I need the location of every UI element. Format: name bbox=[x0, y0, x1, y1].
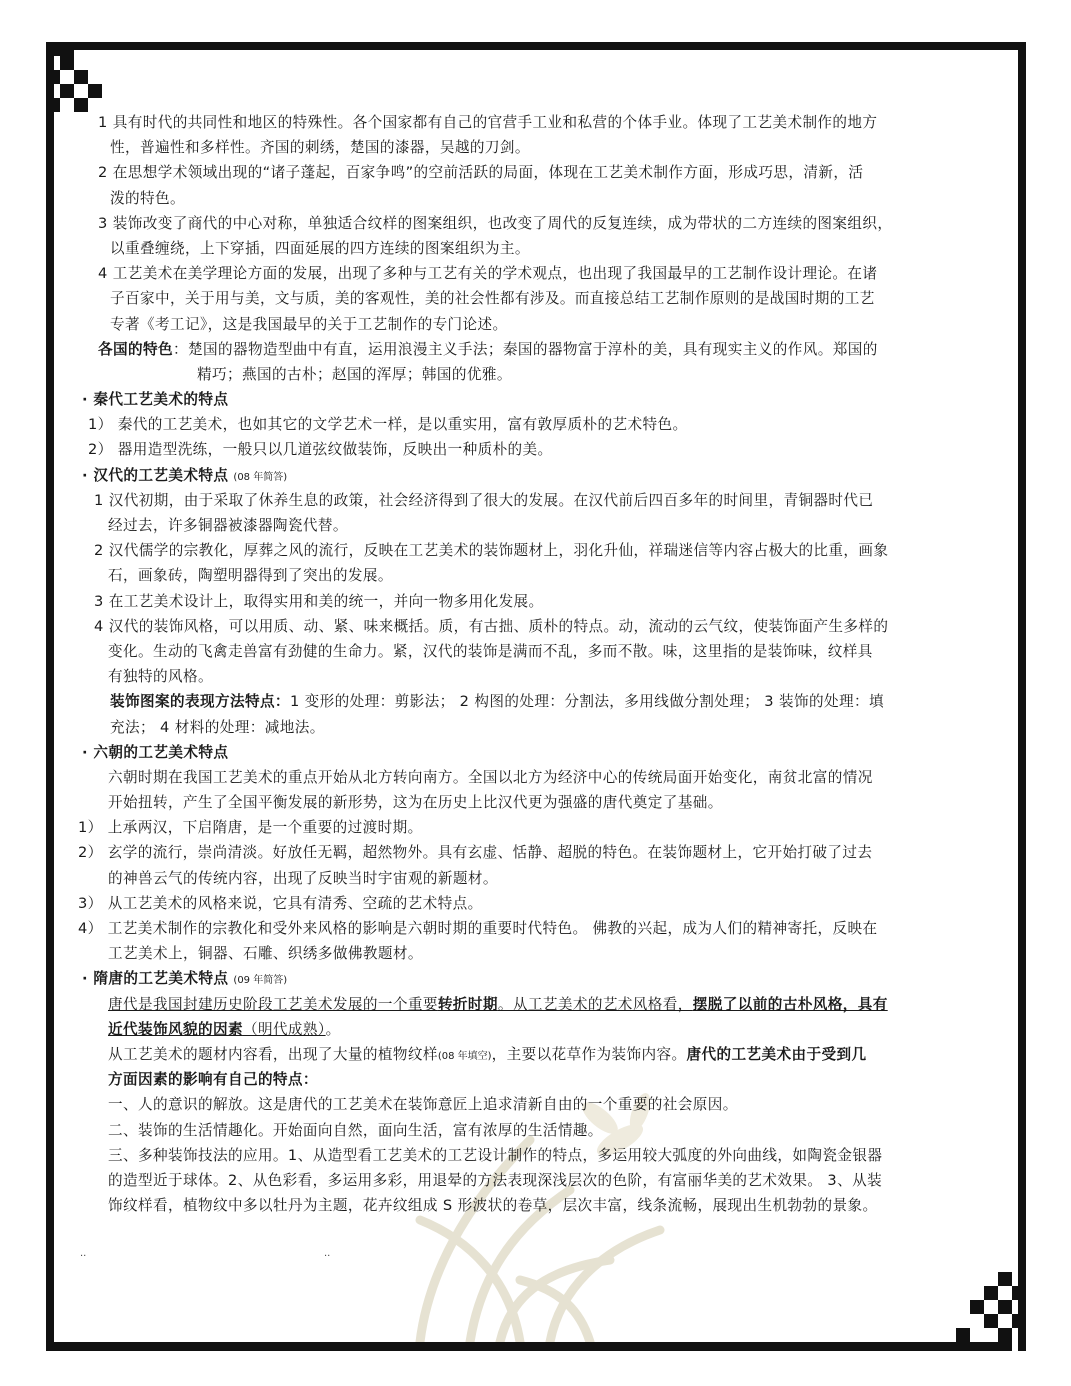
six-item-2-line-2: 的神兽云气的传统内容，出现了反映当时宇宙观的新题材。 bbox=[108, 869, 498, 887]
tang-p2-a: 从工艺美术的题材内容看，出现了大量的植物纹样 bbox=[108, 1045, 438, 1063]
countries-line-1 bbox=[78, 337, 983, 362]
han-pattern-text: 1 变形的处理：剪影法； 2 构图的处理：分割法，多用线做分割处理； 3 装饰的处理：填 bbox=[289, 693, 884, 711]
six-item-2-line-1: 2） 玄学的流行，崇尚清淡。好放任无羁，超然物外。具有玄虚、恬静、超脱的特色。在装饰题材上，它开始打破了过去 bbox=[78, 844, 873, 862]
tang-heading: · 隋唐的工艺美术特点 bbox=[82, 970, 229, 988]
tang-p1-a: 唐代是我国封建历史阶段工艺美术发展的一个重要 bbox=[108, 995, 438, 1013]
frame-right-border bbox=[1018, 42, 1026, 1351]
han-note: (08 年简答) bbox=[233, 471, 288, 483]
han-item-1-line-1: 1 汉代初期，由于采取了休养生息的政策，社会经济得到了很大的发展。在汉代前后四百多年的时间里，青铜器时代已 bbox=[94, 491, 874, 509]
six-item-3: 3） 从工艺美术的风格来说，它具有清秀、空疏的艺术特点。 bbox=[78, 894, 483, 912]
intro-item-2-line-2: 泼的特色。 bbox=[110, 189, 185, 207]
six-item-4-line-1: 4） 工艺美术制作的宗教化和受外来风格的影响是六朝时期的重要时代特色。 佛教的兴起，成为人们的精神寄托，反映在 bbox=[78, 920, 878, 937]
six-intro-line-1: 六朝时期在我国工艺美术的重点开始从北方转向南方。全国以北方为经济中心的传统局面开始变化，南贫北富的情况 bbox=[108, 768, 873, 786]
tang-p1-f: （明代成熟） bbox=[242, 1020, 326, 1038]
tang-p2-b: ，主要以花草作为装饰内容。 bbox=[491, 1045, 687, 1063]
tang-p1-b: 转折时期 bbox=[437, 995, 498, 1013]
tang-para-1-line-1 bbox=[78, 992, 983, 1017]
intro-item-4-line-1: 4 工艺美术在美学理论方面的发展，出现了多种与工艺有关的学术观点，也出现了我国最早的工艺制作设计理论。在诸 bbox=[98, 265, 878, 283]
tang-point-3-line-1: 三、多种装饰技法的应用。1、从造型看工艺美术的工艺设计制作的特点，多运用较大弧度的外向曲线，如陶瓷金银器 bbox=[108, 1146, 883, 1164]
han-item-4-line-2: 变化。生动的飞禽走兽富有劲健的生命力。紧，汉代的装饰是满而不乱，多而不散。味，这里指的是装饰味，纹样具 bbox=[108, 642, 873, 660]
han-heading: · 汉代的工艺美术特点 bbox=[82, 466, 229, 484]
han-item-2-line-1: 2 汉代儒学的宗教化，厚葬之风的流行，反映在工艺美术的装饰题材上，羽化升仙，祥瑞迷信等内容占极大的比重，画象 bbox=[94, 542, 889, 560]
countries-line-2: 精巧；燕国的古朴；赵国的浑厚；韩国的优雅。 bbox=[197, 365, 512, 383]
tang-p1-d: 摆脱了以前的古朴风格，具有 bbox=[692, 995, 888, 1013]
footer-dots-left: .. bbox=[80, 1248, 87, 1259]
han-pattern-label: 装饰图案的表现方法特点： bbox=[110, 693, 290, 711]
tang-heading-line bbox=[78, 966, 983, 991]
tang-p2-note: (08 年填空) bbox=[437, 1050, 492, 1062]
han-item-2-line-2: 石，画象砖，陶塑明器得到了突出的发展。 bbox=[108, 567, 393, 585]
six-heading: · 六朝的工艺美术特点 bbox=[82, 743, 229, 761]
corner-ornament-top-left bbox=[46, 42, 106, 112]
han-heading-line bbox=[78, 463, 983, 488]
frame-left-border bbox=[46, 42, 54, 1351]
intro-item-3-line-2: 以重叠缠绕，上下穿插，四面延展的四方连续的图案组织为主。 bbox=[110, 239, 530, 257]
qin-heading: · 秦代工艺美术的特点 bbox=[82, 391, 229, 409]
han-item-1-line-2: 经过去，许多铜器被漆器陶瓷代替。 bbox=[108, 517, 348, 534]
tang-p2-c: 唐代的工艺美术由于受到几 bbox=[686, 1045, 867, 1063]
tang-p1-g: 。 bbox=[325, 1020, 341, 1038]
intro-item-3-line-1: 3 装饰改变了商代的中心对称，单独适合纹样的图案组织，也改变了周代的反复连续，成为带状的二方连续的图案组织， bbox=[98, 214, 893, 232]
corner-ornament-bottom-right bbox=[950, 1272, 1026, 1352]
countries-text: ：楚国的器物造型曲中有直，运用浪漫主义手法；秦国的器物富于淳朴的美，具有现实主义的作风。郑国的 bbox=[172, 340, 878, 358]
document-body bbox=[78, 110, 983, 1218]
tang-para-2-line-1 bbox=[78, 1042, 983, 1067]
tang-point-1: 一、人的意识的解放。这是唐代的工艺美术在装饰意匠上追求清新自由的一个重要的社会原因。 bbox=[108, 1096, 738, 1114]
six-item-4-line-2: 工艺美术上，铜器、石雕、织绣多做佛教题材。 bbox=[108, 945, 423, 963]
tang-para-1-line-2 bbox=[78, 1017, 983, 1042]
han-item-4-line-1: 4 汉代的装饰风格，可以用质、动、紧、味来概括。质，有古拙、质朴的特点。动，流动的云气纹，使装饰面产生多样的 bbox=[94, 617, 889, 635]
countries-label: 各国的特色 bbox=[98, 340, 173, 358]
tang-p1-e: 近代装饰风貌的因素 bbox=[108, 1020, 243, 1038]
frame-bottom-border bbox=[46, 1342, 1012, 1351]
six-item-1: 1） 上承两汉，下启隋唐，是一个重要的过渡时期。 bbox=[78, 819, 423, 837]
intro-item-1-line-1: 1 具有时代的共同性和地区的特殊性。各个国家都有自己的官营手工业和私营的个体手业。体现了工艺美术制作的地方 bbox=[98, 114, 878, 131]
intro-item-4-line-2: 子百家中，关于用与美，文与质，美的客观性，美的社会性都有涉及。而直接总结工艺制作原则的是战国时期的工艺 bbox=[110, 290, 875, 308]
qin-item-2: 2） 器用造型洗练，一般只以几道弦纹做装饰，反映出一种质朴的美。 bbox=[88, 441, 553, 459]
intro-item-4-line-3: 专著《考工记》，这是我国最早的关于工艺制作的专门论述。 bbox=[110, 315, 508, 333]
han-item-3: 3 在工艺美术设计上，取得实用和美的统一，并向一物多用化发展。 bbox=[94, 592, 544, 610]
frame-top-border bbox=[60, 42, 1026, 50]
han-pattern-line-2: 充法； 4 材料的处理：减地法。 bbox=[110, 718, 325, 736]
intro-item-2-line-1: 2 在思想学术领域出现的“诸子蓬起，百家争鸣”的空前活跃的局面，体现在工艺美术制作方面，形成巧思，清新，活 bbox=[98, 164, 864, 182]
han-item-4-line-3: 有独特的风格。 bbox=[108, 668, 213, 686]
footer-dots-right: .. bbox=[324, 1248, 331, 1259]
han-pattern-line-1 bbox=[78, 689, 983, 714]
tang-note: (09 年简答) bbox=[233, 975, 288, 987]
tang-p1-c: 。从工艺美术的艺术风格看， bbox=[497, 995, 693, 1013]
tang-point-3-line-2: 的造型近于球体。2、从色彩看，多运用多彩，用退晕的方法表现深浅层次的色阶，有富丽华美的艺术效果。 3、从装 bbox=[108, 1171, 883, 1189]
tang-para-2-line-2: 方面因素的影响有自己的特点： bbox=[108, 1071, 318, 1089]
tang-point-2: 二、装饰的生活情趣化。开始面向自然，面向生活，富有浓厚的生活情趣。 bbox=[108, 1121, 603, 1139]
intro-item-1-line-2: 性，普遍性和多样性。齐国的刺绣，楚国的漆器，吴越的刀剑。 bbox=[110, 139, 530, 157]
six-intro-line-2: 开始扭转，产生了全国平衡发展的新形势，这为在历史上比汉代更为强盛的唐代奠定了基础。 bbox=[108, 794, 723, 812]
tang-point-3-line-3: 饰纹样看，植物纹中多以牡丹为主题，花卉纹组成 S 形波状的卷草，层次丰富，线条流畅，展现出生机勃勃的景象。 bbox=[108, 1197, 878, 1215]
qin-item-1: 1） 秦代的工艺美术，也如其它的文学艺术一样，是以重实用，富有敦厚质朴的艺术特色。 bbox=[88, 416, 688, 434]
